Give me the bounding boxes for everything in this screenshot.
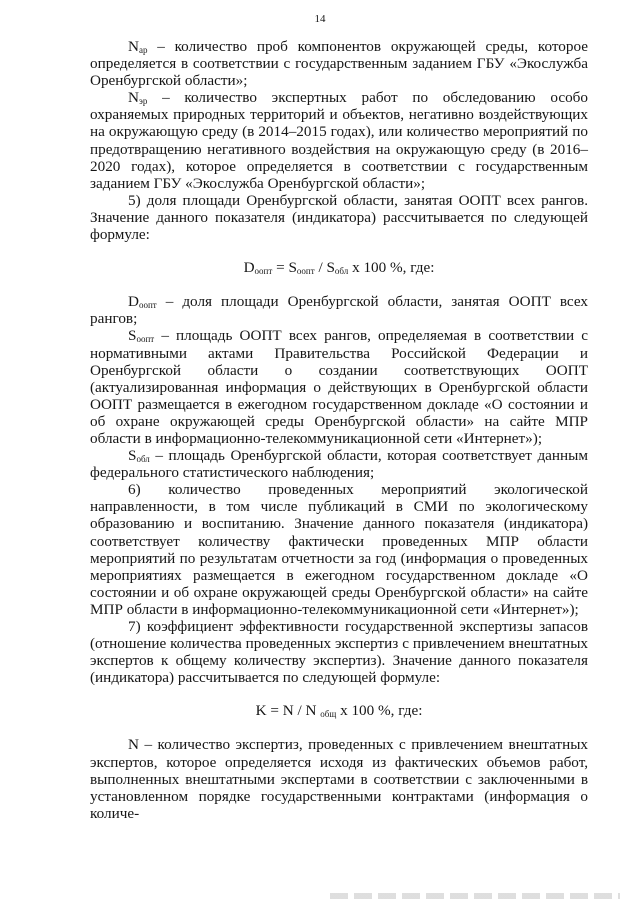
formula-d-oopt	[90, 259, 588, 276]
symbol-s: S	[128, 327, 137, 345]
formula-div-s: / S	[314, 259, 335, 277]
paragraph-n-experts: N – количество экспертиз, проведенных с привлечением внештатных экспертов, которое определяется исходя из фактических объемов работ, выполненных внештатными экспертами в соответствии с заключенными в установленном порядке государственными контрактами (информация о количе-	[90, 736, 588, 822]
paragraph-s-obl	[90, 447, 588, 481]
paragraph-text: – площадь Оренбургской области, которая соответствует данным федерального статистического наблюдения;	[90, 447, 588, 482]
symbol-n: N	[128, 89, 139, 107]
paragraph-item-5: 5) доля площади Оренбургской области, занятая ООПТ всех рангов. Значение данного показателя (индикатора) рассчитывается по следующей формуле:	[90, 191, 588, 244]
paragraph-d-oopt	[90, 293, 588, 327]
formula-s1-subscript: оопт	[296, 266, 315, 277]
formula-s2-subscript: обл	[334, 266, 349, 277]
subscript-er: эр	[138, 96, 148, 107]
formula-k-tail: x 100 %, где:	[336, 702, 423, 720]
paragraph-n-ar	[90, 38, 588, 89]
paragraph-item-6: 6) количество проведенных мероприятий экологической направленности, в том числе публикаций в СМИ по экологическому образованию и воспитанию. Значение данного показателя (индикатора) соответствует количеству фактически проведенных МПР области мероприятий по результатам отчетности за год (информация о проведенных мероприятиях размещается в ежегодном государственном докладе «О состоянии и об охране окружающей среды Оренбургской области» на сайте МПР области в информационно-телекоммуникационной сети «Интернет»);	[90, 481, 588, 618]
formula-k-subscript: общ	[320, 709, 337, 720]
paragraph-s-oopt	[90, 327, 588, 447]
paragraph-n-er	[90, 89, 588, 192]
formula-tail: x 100 %, где:	[348, 259, 435, 277]
paragraph-item-7: 7) коэффициент эффективности государственной экспертизы запасов (отношение количества проведенных экспертиз с привлечением внештатных экспертов к общему количеству экспертиз). Значение данного показателя (индикатора) рассчитывается по следующей формуле:	[90, 618, 588, 687]
symbol-n: N	[128, 38, 139, 55]
subscript-oopt: оопт	[136, 334, 155, 345]
formula-k	[90, 702, 588, 719]
document-body	[90, 38, 588, 822]
subscript-ar: ар	[138, 45, 148, 55]
page-number: 14	[314, 13, 326, 25]
paragraph-text: – доля площади Оренбургской области, занятая ООПТ всех рангов;	[90, 293, 588, 328]
formula-eq-s: = S	[272, 259, 297, 277]
paragraph-text: – количество проб компонентов окружающей среды, которое определяется в соответствии с государственным заданием ГБУ «Экослужба Оренбургской области»;	[90, 38, 588, 90]
formula-d: D	[243, 259, 255, 277]
symbol-d: D	[128, 293, 139, 311]
formula-d-subscript: оопт	[254, 266, 273, 277]
paragraph-text: – количество экспертных работ по обследованию особо охраняемых природных территорий и объектов, негативно воздействующих на окружающую среду (в 2014–2015 годах), или количество мероприятий по предотвращению негативного воздействия на окружающую среду (в 2016–2020 годах), которое определяется в соответствии с государственным заданием ГБУ «Экослужба Оренбургской области»;	[90, 89, 588, 192]
symbol-s: S	[128, 447, 137, 465]
subscript-obl: обл	[136, 454, 150, 465]
bleed-through-text	[330, 893, 620, 899]
formula-k-lhs: K = N / N	[255, 702, 321, 720]
subscript-oopt: оопт	[138, 300, 157, 311]
paragraph-text: – площадь ООПТ всех рангов, определяемая в соответствии с нормативными актами Правительства Российской Федерации и Оренбургской области о создании соответствующих ООПТ (актуализированная информация о действующих в Оренбургской области ООПТ размещается в ежегодном государственном докладе «О состоянии и об охране окружающей среды Оренбургской области» на сайте МПР области в информационно-телекоммуникационной сети «Интернет»);	[90, 327, 588, 447]
